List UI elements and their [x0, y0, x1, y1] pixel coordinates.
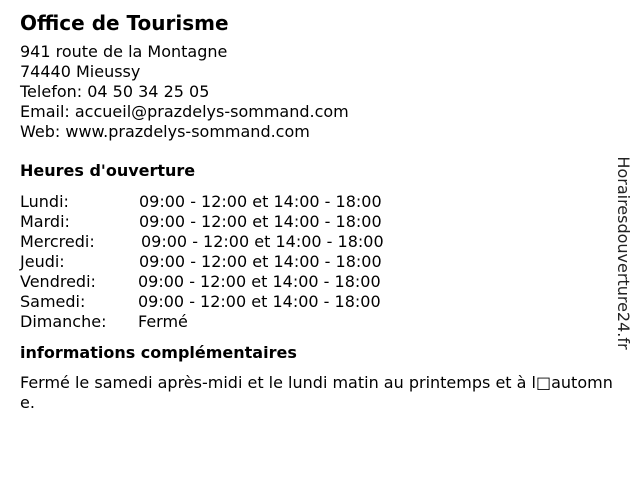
- time-value: Fermé: [138, 312, 188, 331]
- time-value: 09:00 - 12:00 et 14:00 - 18:00: [139, 212, 382, 231]
- day-label: Jeudi:: [20, 252, 65, 271]
- hours-table: [20, 192, 610, 332]
- hours-row-jeudi: [20, 252, 610, 272]
- hours-row-samedi: [20, 292, 610, 312]
- day-label: Samedi:: [20, 292, 86, 311]
- email-text: Email: accueil@prazdelys-sommand.com: [20, 102, 349, 121]
- day-label: Mardi:: [20, 212, 70, 231]
- info-title: informations complémentaires: [20, 343, 297, 362]
- web-text: Web: www.prazdelys-sommand.com: [20, 122, 310, 141]
- watermark: [612, 136, 634, 370]
- day-label: Dimanche:: [20, 312, 107, 331]
- time-value: 09:00 - 12:00 et 14:00 - 18:00: [139, 192, 382, 211]
- time-value: 09:00 - 12:00 et 14:00 - 18:00: [139, 252, 382, 271]
- day-label: Lundi:: [20, 192, 69, 211]
- time-value: 09:00 - 12:00 et 14:00 - 18:00: [141, 232, 384, 251]
- phone-text: Telefon: 04 50 34 25 05: [20, 82, 210, 101]
- office-title: Office de Tourisme: [20, 11, 229, 35]
- day-label: Mercredi:: [20, 232, 95, 251]
- info-text: Fermé le samedi après-midi et le lundi matin au printemps et à l□automne.: [20, 373, 613, 412]
- hours-row-dimanche: [20, 312, 610, 332]
- hours-row-mardi: [20, 212, 610, 232]
- content: [20, 10, 613, 413]
- time-value: 09:00 - 12:00 et 14:00 - 18:00: [138, 292, 381, 311]
- time-value: 09:00 - 12:00 et 14:00 - 18:00: [138, 272, 381, 291]
- hours-row-lundi: [20, 192, 610, 212]
- address-line-2: 74440 Mieussy: [20, 62, 141, 81]
- hours-title: Heures d'ouverture: [20, 161, 196, 180]
- day-label: Vendredi:: [20, 272, 96, 291]
- hours-row-mercredi: [20, 232, 610, 252]
- address-line-1: 941 route de la Montagne: [20, 42, 228, 61]
- address-block: [20, 42, 610, 142]
- hours-row-vendredi: [20, 272, 610, 292]
- watermark-text: Horairesdouverture24.fr: [614, 156, 633, 350]
